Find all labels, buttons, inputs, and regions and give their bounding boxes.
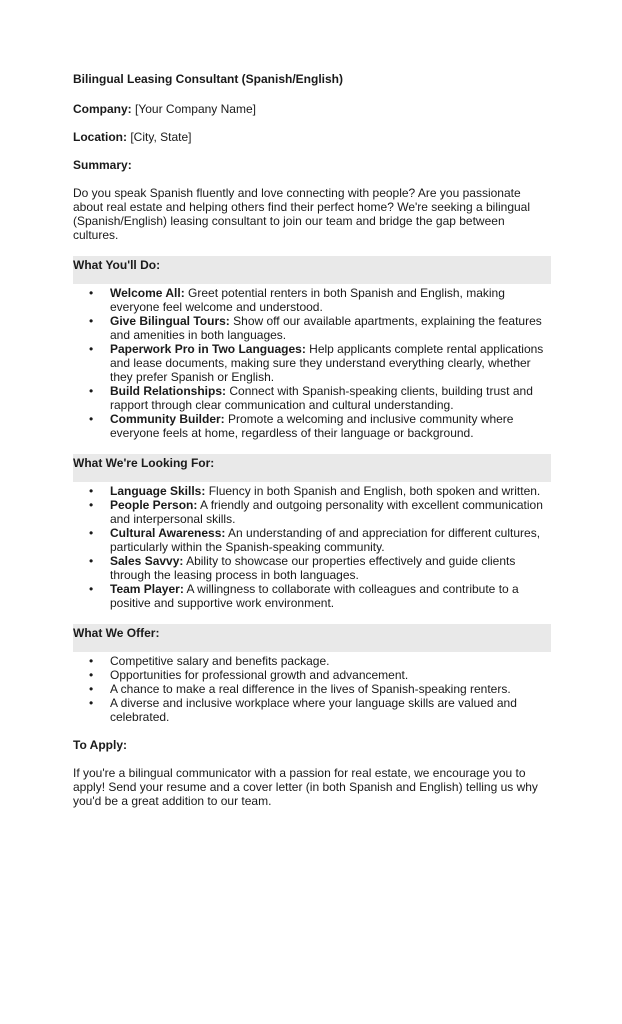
bullet-icon: • <box>89 526 94 540</box>
summary-text: Do you speak Spanish fluently and love connecting with people? Are you passionate about real estate and helping others find their perfect home? We're seeking a bilingual (Spanish/English) leasing consultant to join our team and bridge the gap between cultures. <box>73 186 531 242</box>
bullet-icon: • <box>89 384 94 398</box>
location-label: Location: <box>73 130 127 144</box>
list-item <box>73 654 551 668</box>
looking-for-list <box>73 484 551 610</box>
offer-heading: What We Offer: <box>73 624 551 652</box>
bullet-icon: • <box>89 498 94 512</box>
what-you-do-heading: What You'll Do: <box>73 256 551 284</box>
list-item <box>73 314 551 342</box>
summary-heading: Summary: <box>73 158 132 172</box>
bullet-icon: • <box>89 582 94 596</box>
job-posting-document <box>73 72 551 822</box>
item-text: A friendly and outgoing personality with excellent communication and interpersonal skills. <box>110 498 543 526</box>
list-item <box>73 484 551 498</box>
list-item <box>73 696 551 724</box>
list-item <box>73 682 551 696</box>
item-text: Help applicants complete rental applications and lease documents, making sure they understand everything clearly, whether they prefer Spanish or English. <box>110 342 544 384</box>
list-item <box>73 286 551 314</box>
bullet-icon: • <box>89 682 94 696</box>
what-you-do-list <box>73 286 551 440</box>
item-text: Competitive salary and benefits package. <box>110 654 330 668</box>
item-text: An understanding of and appreciation for different cultures, particularly within the Spanish-speaking community. <box>110 526 541 554</box>
location-line <box>73 130 551 144</box>
list-item <box>73 668 551 682</box>
bullet-icon: • <box>89 342 94 356</box>
item-bold-label: Language Skills: <box>110 484 206 498</box>
bullet-icon: • <box>89 286 94 300</box>
company-value: [Your Company Name] <box>135 102 256 116</box>
bullet-icon: • <box>89 314 94 328</box>
job-title: Bilingual Leasing Consultant (Spanish/English) <box>73 72 344 86</box>
list-item <box>73 554 551 582</box>
item-text: Ability to showcase our properties effectively and guide clients through the leasing process in both languages. <box>110 554 516 582</box>
bullet-icon: • <box>89 696 94 710</box>
bullet-icon: • <box>89 554 94 568</box>
item-text: Connect with Spanish-speaking clients, building trust and rapport through clear communication and cultural understanding. <box>110 384 533 412</box>
list-item <box>73 582 551 610</box>
apply-text: If you're a bilingual communicator with a passion for real estate, we encourage you to apply! Send your resume and a cover letter (in both Spanish and English) telling us why you'd be a great addition to our team. <box>73 766 538 808</box>
list-item <box>73 342 551 384</box>
list-item <box>73 498 551 526</box>
apply-heading: To Apply: <box>73 738 127 752</box>
company-label: Company: <box>73 102 132 116</box>
item-bold-label: People Person: <box>110 498 198 512</box>
looking-for-heading: What We're Looking For: <box>73 454 551 482</box>
list-item <box>73 384 551 412</box>
item-text: Fluency in both Spanish and English, both spoken and written. <box>208 484 541 498</box>
list-item <box>73 412 551 440</box>
item-text: Show off our available apartments, explaining the features and amenities in both languages. <box>110 314 542 342</box>
item-text: A diverse and inclusive workplace where your language skills are valued and celebrated. <box>110 696 517 724</box>
company-line <box>73 102 551 116</box>
bullet-icon: • <box>89 668 94 682</box>
item-bold-label: Build Relationships: <box>110 384 227 398</box>
location-value: [City, State] <box>130 130 192 144</box>
item-bold-label: Paperwork Pro in Two Languages: <box>110 342 306 356</box>
list-item <box>73 526 551 554</box>
bullet-icon: • <box>89 412 94 426</box>
item-bold-label: Sales Savvy: <box>110 554 184 568</box>
item-text: Promote a welcoming and inclusive community where everyone feels at home, regardless of their language or background. <box>110 412 514 440</box>
item-text: A chance to make a real difference in the lives of Spanish-speaking renters. <box>110 682 511 696</box>
item-bold-label: Cultural Awareness: <box>110 526 226 540</box>
bullet-icon: • <box>89 484 94 498</box>
item-text: Opportunities for professional growth and advancement. <box>110 668 409 682</box>
item-text: A willingness to collaborate with colleagues and contribute to a positive and supportive work environment. <box>110 582 519 610</box>
item-bold-label: Team Player: <box>110 582 184 596</box>
bullet-icon: • <box>89 654 94 668</box>
item-bold-label: Welcome All: <box>110 286 185 300</box>
item-bold-label: Community Builder: <box>110 412 225 426</box>
item-text: Greet potential renters in both Spanish and English, making everyone feel welcome and understood. <box>110 286 505 314</box>
item-bold-label: Give Bilingual Tours: <box>110 314 230 328</box>
offer-list <box>73 654 551 724</box>
